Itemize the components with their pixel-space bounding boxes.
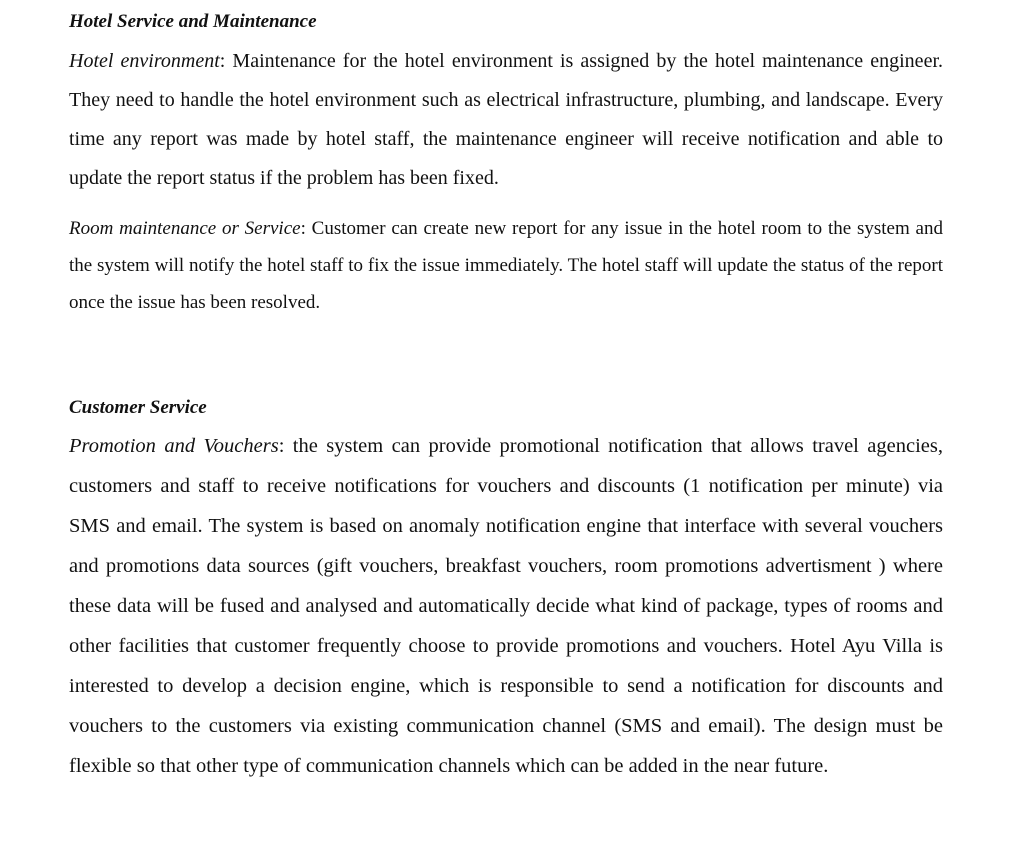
- paragraph-promotion-vouchers: [69, 426, 943, 786]
- paragraph-lead: Hotel environment: [69, 50, 220, 72]
- paragraph-room-maintenance: [69, 210, 943, 321]
- section-heading-customer-service: Customer Service: [69, 397, 207, 418]
- paragraph-hotel-environment: [69, 42, 943, 198]
- paragraph-lead: Room maintenance or Service: [69, 218, 301, 239]
- paragraph-lead: Promotion and Vouchers: [69, 435, 279, 457]
- paragraph-text: : Customer can create new report for any issue in the hotel room to the system and the system will notify the hotel staff to fix the issue immediately. The hotel staff will update the status of the report once the issue has been resolved.: [69, 218, 943, 313]
- paragraph-text: : Maintenance for the hotel environment is assigned by the hotel maintenance engineer. They need to handle the hotel environment such as electrical infrastructure, plumbing, and landscape. Every time any report was made by hotel staff, the maintenance engineer will receive notification and able to update the report status if the problem has been fixed.: [69, 50, 943, 189]
- paragraph-text: : the system can provide promotional notification that allows travel agencies, customers and staff to receive notifications for vouchers and discounts (1 notification per minute) via SMS and email. The system is based on anomaly notification engine that interface with several vouchers and promotions data sources (gift vouchers, breakfast vouchers, room promotions advertisment ) where these data will be fused and analysed and automatically decide what kind of package, types of rooms and other facilities that customer frequently choose to provide promotions and vouchers. Hotel Ayu Villa is interested to develop a decision engine, which is responsible to send a notification for discounts and vouchers to the customers via existing communication channel (SMS and email). The design must be flexible so that other type of communication channels which can be added in the near future.: [69, 435, 943, 777]
- section-heading-hotel-service: Hotel Service and Maintenance: [69, 11, 317, 32]
